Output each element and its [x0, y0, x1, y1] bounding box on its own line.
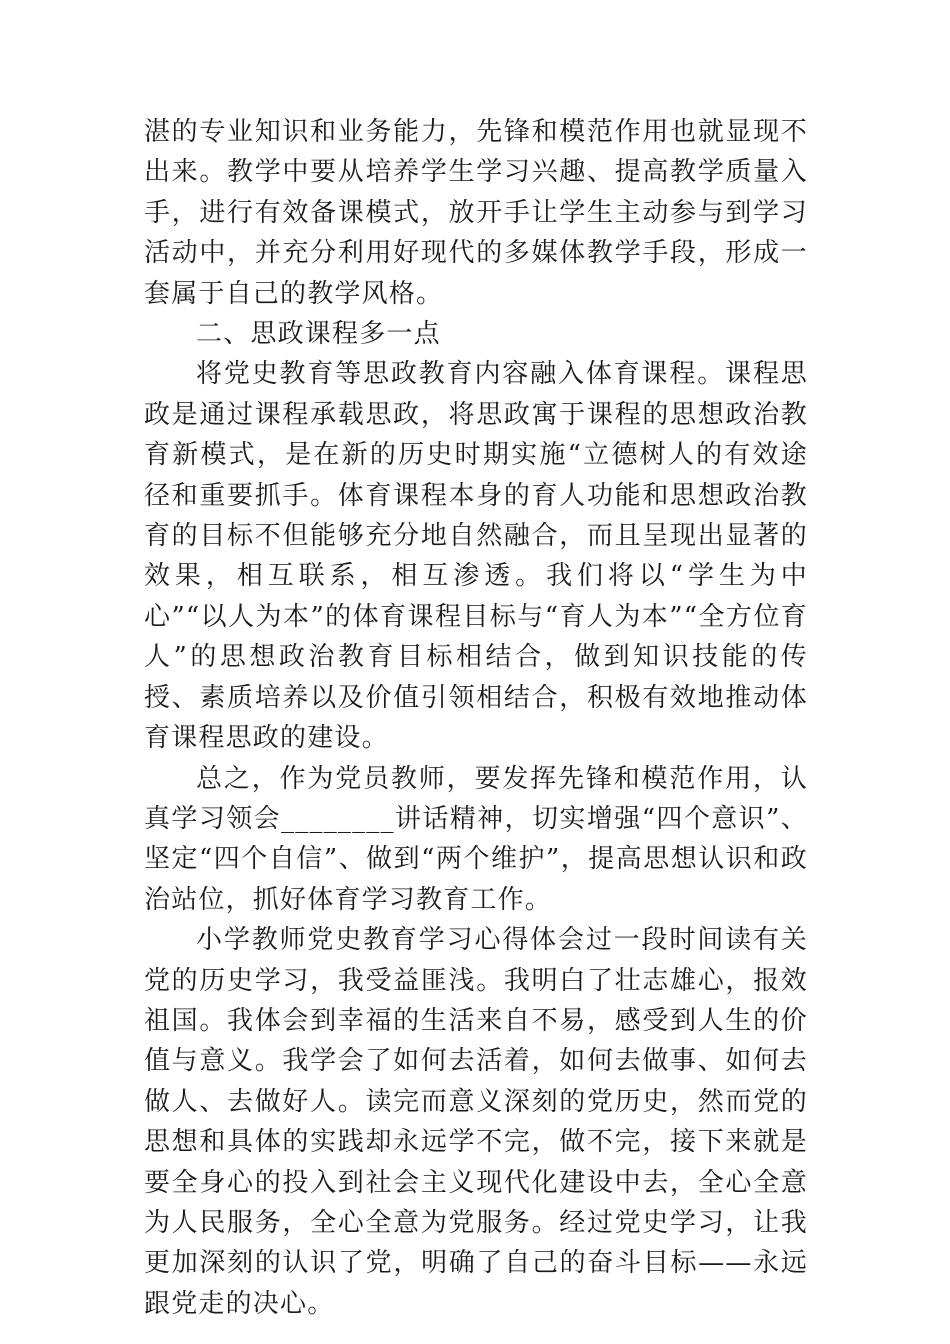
paragraph-party-history-reflection: 小学教师党史教育学习心得体会过一段时间读有关党的历史学习，我受益匪浅。我明白了壮志雄心，报效祖国。我体会到幸福的生活来自不易，感受到人生的价值与意义。我学会了如何去活着，如何去做事、如何去做人、去做好人。读完而意义深刻的党历史，然而党的思想和具体的实践却永远学不完，做不完，接下来就是要全身心的投入到社会主义现代化建设中去，全心全意为人民服务，全心全意为党服务。经过党史学习，让我更加深刻的认识了党，明确了自己的奋斗目标——永远跟党走的决心。 — [144, 925, 808, 1319]
paragraph-teaching-style: 湛的专业知识和业务能力，先锋和模范作用也就显现不出来。教学中要从培养学生学习兴趣、提高教学质量入手，进行有效备课模式，放开手让学生主动参与到学习活动中，并充分利用好现代的多媒体教学手段，形成一套属于自己的教学风格。 — [144, 117, 808, 309]
section-heading-ideology-courses: 二、思政课程多一点 — [196, 319, 441, 350]
document-body — [144, 112, 808, 1324]
paragraph-conclusion: 总之，作为党员教师，要发挥先锋和模范作用，认真学习领会________讲话精神，切实增强“四个意识”、坚定“四个自信”、做到“两个维护”，提高思想认识和政治站位，抓好体育学习教育工作。 — [144, 763, 808, 915]
paragraph-ideology-integration: 将党史教育等思政教育内容融入体育课程。课程思政是通过课程承载思政，将思政寓于课程的思想政治教育新模式，是在新的历史时期实施“立德树人的有效途径和重要抓手。体育课程本身的育人功能和思想政治教育的目标不但能够充分地自然融合，而且呈现出显著的效果，相互联系，相互渗透。我们将以“学生为中心”“以人为本”的体育课程目标与“育人为本”“全方位育人”的思想政治教育目标相结合，做到知识技能的传授、素质培养以及价值引领相结合，积极有效地推动体育课程思政的建设。 — [144, 359, 808, 754]
